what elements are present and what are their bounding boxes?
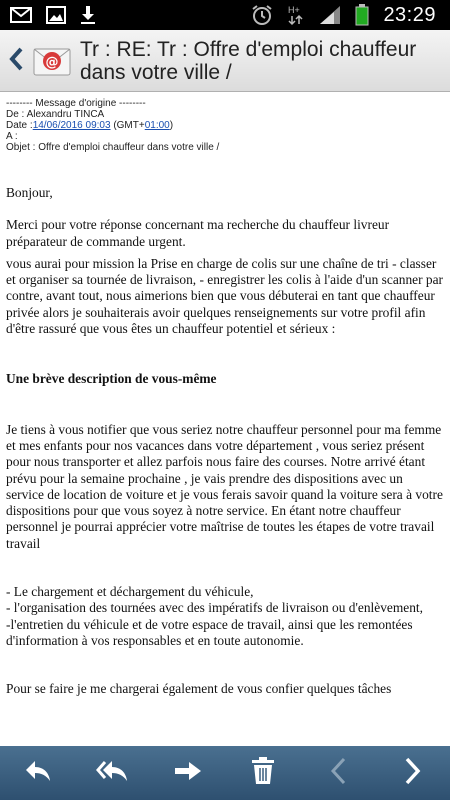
- back-button[interactable]: [0, 30, 32, 92]
- reply-icon: [23, 758, 53, 788]
- section-heading: Une brève description de vous-même: [6, 371, 217, 387]
- date-link[interactable]: 14/06/2016 09:03: [32, 120, 111, 131]
- tz-prefix: (GMT+: [110, 120, 145, 131]
- subject-line: [6, 142, 444, 153]
- tz-link[interactable]: 01:00: [144, 120, 170, 131]
- original-message-info: [0, 92, 450, 153]
- system-icons: [251, 4, 436, 27]
- greeting: Bonjour,: [6, 185, 53, 200]
- reply-all-button[interactable]: [85, 746, 141, 800]
- status-bar: [0, 0, 450, 30]
- paragraph-details: Je tiens à vous notifier que vous seriez notre chauffeur personnel pour ma femme et mes enfants pour nos vacances dans votre département , vous seriez présent pour nous transporter et allez parfois nous faire des courses. Notre arrivé étant prévu pour la semaine prochaine , je vais prendre des dispositions avec un service de location de voiture et je vous ferais savoir quand la voiture sera à votre dispositions pour que vous soyez à notre service. En étant notre chauffeur personnel je pourrai apprécier votre maîtrise de toutes les étapes de votre travail travail: [6, 421, 443, 551]
- reply-all-icon: [96, 758, 130, 788]
- mail-icon: [10, 7, 32, 23]
- to-line: A :: [6, 131, 18, 142]
- chevron-left-icon: [8, 47, 24, 75]
- svg-text:@: @: [45, 54, 59, 70]
- message-action-toolbar: [0, 746, 450, 800]
- reply-button[interactable]: [10, 746, 66, 800]
- next-icon: [404, 757, 422, 789]
- from-line: [6, 109, 444, 120]
- paragraph-continued: Pour se faire je me chargerai également de vous confier quelques tâches: [6, 681, 392, 697]
- paragraph-thanks: Merci pour votre réponse concernant ma recherche du chauffeur livreur préparateur de commande urgent.: [6, 217, 390, 249]
- message-subject-title: Tr : RE: Tr : Offre d'emploi chauffeur dans votre ville /: [80, 37, 417, 84]
- list-item: - l'organisation des tournées avec des impératifs de livraison ou d'enlèvement,: [6, 600, 423, 616]
- previous-icon: [329, 757, 347, 789]
- separator-line: -------- Message d'origine --------: [6, 98, 146, 109]
- list-item: - Le chargement et déchargement du véhicule,: [6, 584, 254, 600]
- tz-suffix: ): [169, 120, 174, 131]
- list-item: -l'entretien du véhicule et de votre espace de travail, ainsi que les remontées d'information à vos responsables et en toute autonomie.: [6, 616, 413, 648]
- from-value: Alexandru TINCA: [26, 109, 105, 120]
- delete-button[interactable]: [235, 746, 291, 800]
- network-label: H+: [288, 5, 301, 15]
- forward-icon: [173, 760, 203, 786]
- message-header: [0, 30, 450, 92]
- forward-button[interactable]: [160, 746, 216, 800]
- message-body-view[interactable]: [0, 92, 450, 746]
- date-label: Date :: [6, 120, 33, 131]
- battery-icon: [355, 4, 369, 26]
- notification-icons: [10, 5, 96, 25]
- next-message-button[interactable]: [385, 746, 441, 800]
- message-text: [0, 185, 450, 698]
- paragraph-mission: vous aurai pour mission la Prise en charge de colis sur une chaîne de tri - classer et organiser sa tournée de livraison, - enregistrer les colis à l'aide d'un scanner par contre, avant tout, nous aimerions bien que vous débuterai en tant que chauffeur privée alors je souhaiterais avoir quelques renseignements sur votre profil afin d'être rassuré que vous êtes un chauffeur potentiel et sérieux :: [6, 255, 444, 337]
- delete-icon: [251, 757, 275, 789]
- previous-message-button[interactable]: [310, 746, 366, 800]
- subject-label: Objet :: [6, 142, 39, 153]
- network-icon: [287, 4, 305, 26]
- alarm-icon: [251, 4, 273, 26]
- signal-icon: [319, 5, 341, 25]
- subject-value: Offre d'emploi chauffeur dans votre ville /: [38, 142, 220, 153]
- image-icon: [46, 6, 66, 24]
- email-app-icon: [32, 41, 72, 81]
- from-label: De :: [6, 109, 27, 120]
- date-line: [6, 120, 444, 131]
- clock-time: 23:29: [383, 3, 436, 26]
- download-icon: [80, 5, 96, 25]
